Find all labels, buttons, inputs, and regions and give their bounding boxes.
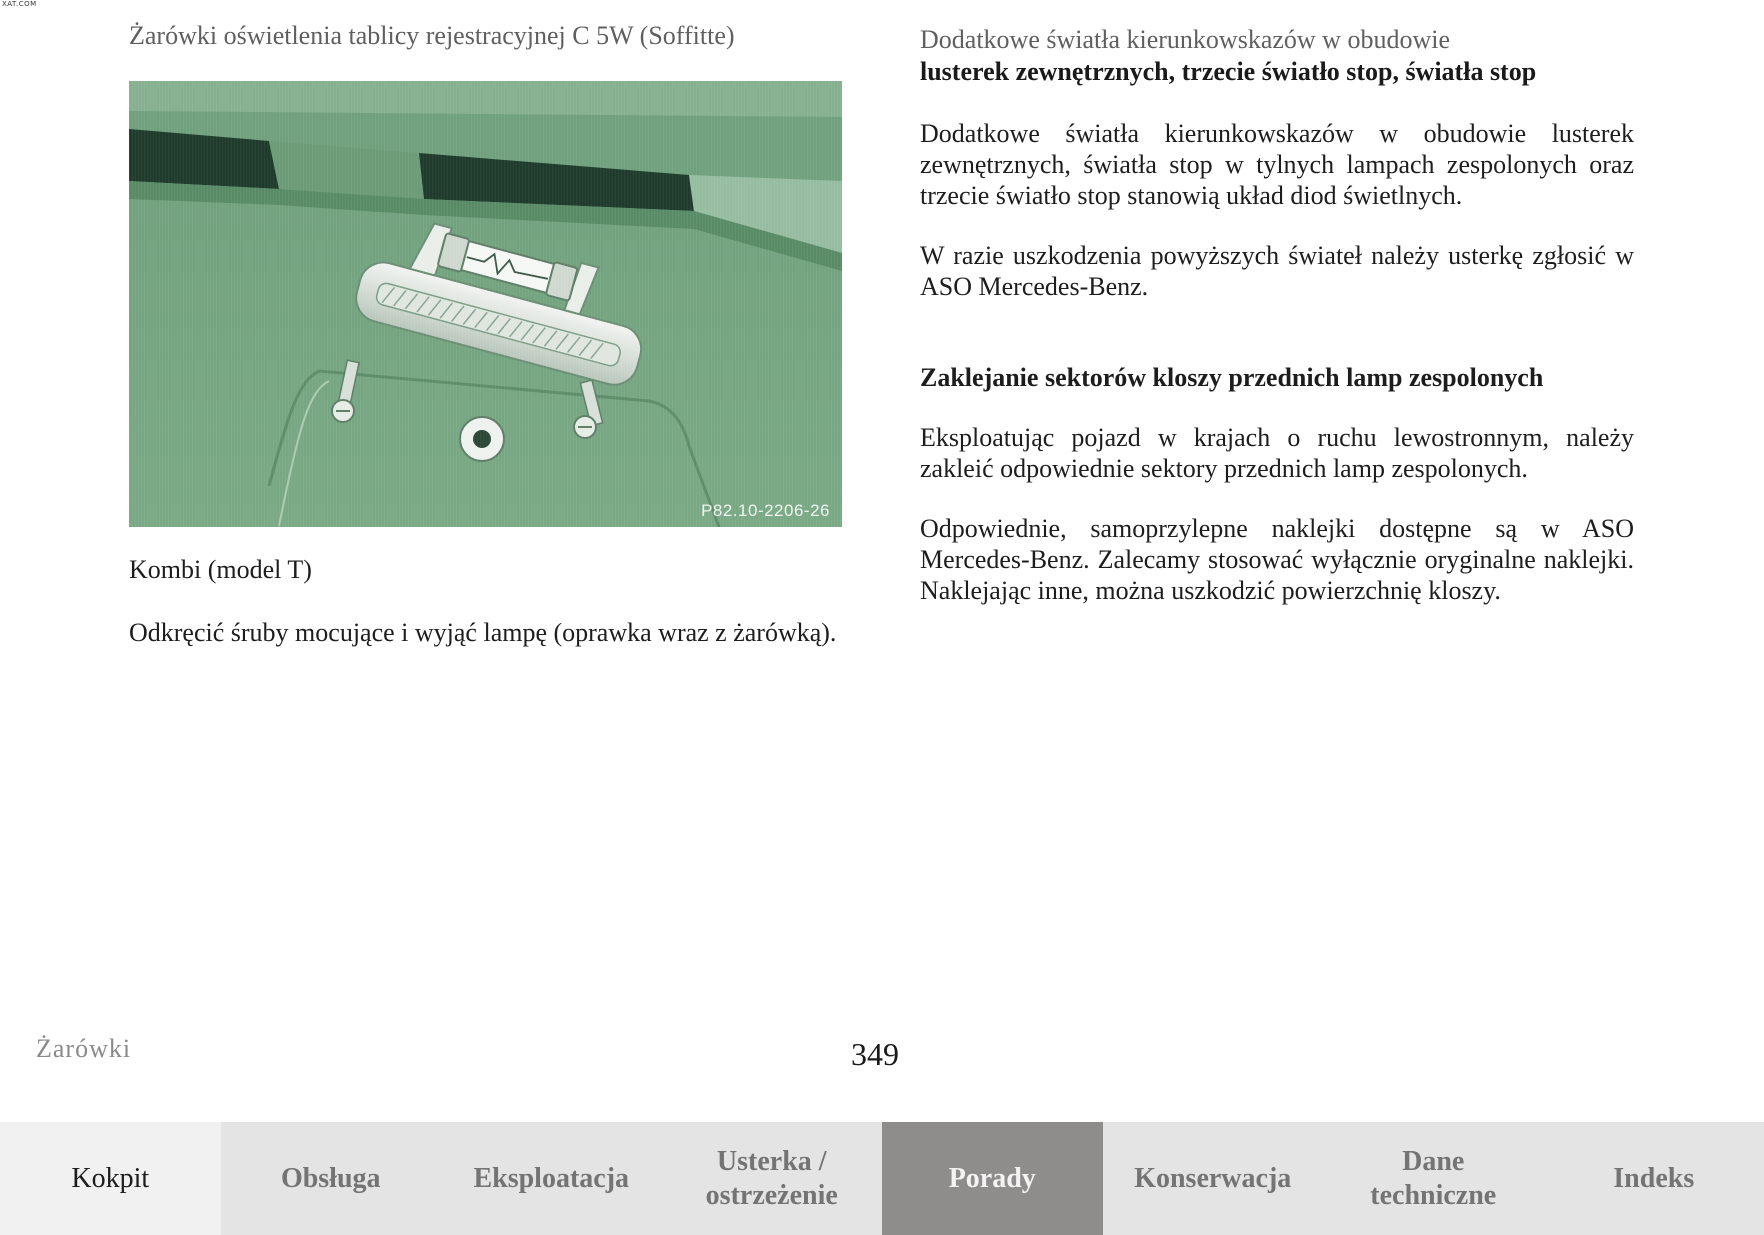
section-heading-led-lights: Dodatkowe światła kierunkowskazów w obudowie (920, 25, 1450, 54)
nav-tab-label: Obsługa (280, 1162, 381, 1194)
corner-mark: XAT.COM (2, 0, 37, 8)
nav-tab-dane-techniczne[interactable] (1323, 1122, 1544, 1235)
nav-tab-label: Kokpit (71, 1162, 150, 1194)
left-column (129, 20, 842, 52)
nav-tab-porady[interactable] (882, 1122, 1103, 1235)
nav-tab-label: Eksploatacja (473, 1162, 630, 1194)
nav-tab-obsluga[interactable] (221, 1122, 442, 1235)
nav-tab-label: Konserwacja (1134, 1162, 1292, 1194)
nav-tab-eksploatacja[interactable] (441, 1122, 662, 1235)
footer-section-title: Żarówki (36, 1034, 132, 1063)
nav-tab-konserwacja[interactable] (1103, 1122, 1324, 1235)
led-lights-paragraph: Dodatkowe światła kierunkowskazów w obudowie lusterek zewnętrznych, światła stop w tylnych lampach zespolonych oraz trzecie światło stop stanowią układ diod świetlnych. (920, 119, 1634, 210)
lamp-diagram (129, 81, 842, 527)
instruction-text: Odkręcić śruby mocujące i wyjąć lampę (oprawka wraz z żarówką). (129, 618, 837, 647)
nav-tab-label: Indeks (1613, 1162, 1695, 1194)
stickers-paragraph: Odpowiednie, samoprzylepne naklejki dostępne są w ASO Mercedes-Benz. Zalecamy stosować wyłącznie oryginalne naklejki. Naklejając inne, można uszkodzić powierzchnię kloszy. (920, 514, 1634, 605)
right-column (920, 24, 1634, 606)
license-plate-lamp-illustration (129, 81, 842, 527)
nav-tab-usterka[interactable] (662, 1122, 883, 1235)
nav-tab-kokpit[interactable] (0, 1122, 221, 1235)
nav-tab-indeks[interactable] (1544, 1122, 1764, 1235)
nav-tab-label: Porady (948, 1162, 1036, 1194)
chapter-navigation (0, 1122, 1764, 1235)
section-heading-led-lights-bold: lusterek zewnętrznych, trzecie światło stop, światła stop (920, 57, 1537, 86)
nav-tab-label: Usterka / ostrzeżenie (705, 1145, 838, 1211)
nav-tab-label: Dane techniczne (1370, 1145, 1497, 1211)
headlamp-masking-heading: Zaklejanie sektorów kloszy przednich lamp zespolonych (920, 363, 1544, 392)
figure-code: P82.10-2206-26 (701, 501, 830, 520)
left-traffic-paragraph: Eksploatując pojazd w krajach o ruchu lewostronnym, należy zakleić odpowiednie sektory przednich lamp zespolonych. (920, 423, 1634, 483)
page-number: 349 (851, 1036, 899, 1072)
section-heading-license-plate-bulbs: Żarówki oświetlenia tablicy rejestracyjnej C 5W (Soffitte) (129, 21, 735, 50)
service-paragraph: W razie uszkodzenia powyższych świateł należy usterkę zgłosić w ASO Mercedes-Benz. (920, 241, 1634, 301)
figure-caption: Kombi (model T) (129, 555, 312, 584)
left-column-body (129, 554, 842, 648)
